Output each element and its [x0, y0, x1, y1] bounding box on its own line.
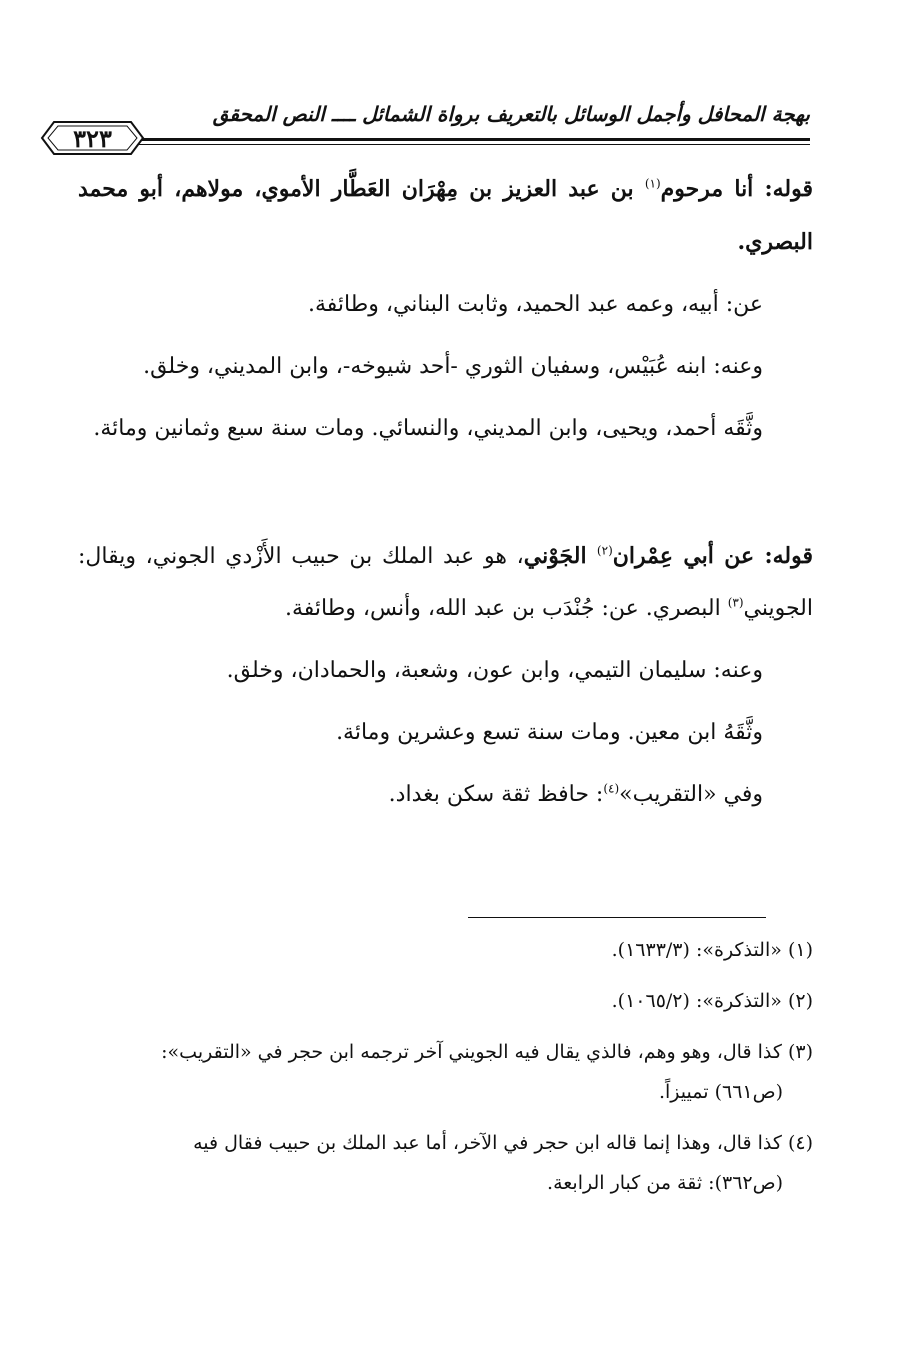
footnote	[80, 1123, 813, 1203]
footnote-text: كذا قال، وهذا إنما قاله ابن حجر في الآخر، أما عبد الملك بن حبيب فقال فيه	[193, 1132, 782, 1154]
footnote-ref-4[interactable]: (٤)	[603, 781, 620, 796]
footnote-separator	[468, 917, 766, 918]
footnote-number: (١)	[787, 939, 813, 961]
entry-2	[78, 530, 813, 821]
footnote-number: (٢)	[787, 990, 813, 1012]
header-rule	[135, 138, 810, 141]
entry-1	[78, 163, 813, 455]
footnote-continuation: (ص٣٦٢): ثقة من كبار الرابعة.	[547, 1172, 783, 1194]
footnote-number: (٣)	[787, 1041, 813, 1063]
entry-1-line: عن: أبيه، وعمه عبد الحميد، وثابت البناني، وطائفة.	[307, 292, 763, 317]
entry-2-lead-2: الجَوْني	[523, 543, 597, 569]
footnote-text: كذا قال، وهو وهم، فالذي يقال فيه الجويني آخر ترجمه ابن حجر في «التقريب»:	[161, 1041, 782, 1063]
footnote-ref-3[interactable]: (٣)	[727, 595, 744, 610]
footnote-number: (٤)	[787, 1132, 813, 1154]
entry-1-heading	[78, 163, 813, 269]
entry-2-last-a: وفي «التقريب»	[619, 782, 763, 807]
entry-2-line: وثَّقَهُ ابن معين. ومات سنة تسع وعشرين ومائة.	[336, 720, 763, 745]
entry-1-lead: قوله: أنا مرحوم	[660, 176, 813, 202]
entry-2-heading	[78, 530, 813, 635]
entry-2-line: وعنه: سليمان التيمي، وابن عون، وشعبة، والحمادان، وخلق.	[226, 658, 763, 683]
footnote-continuation: (ص٦٦١) تمييزاً.	[658, 1081, 783, 1103]
footnote-text: «التذكرة»: (١٦٣٣/٣).	[611, 939, 782, 961]
page-number: ٣٢٣	[73, 124, 112, 153]
footnote-ref-2[interactable]: (٢)	[596, 543, 613, 558]
entry-2-last-b: : حافظ ثقة سكن بغداد.	[388, 782, 604, 807]
entry-1-line: وثَّقَه أحمد، ويحيى، وابن المديني، والنسائي. ومات سنة سبع وثمانين ومائة.	[93, 416, 763, 441]
page-number-ornament	[40, 118, 145, 158]
entry-2-last-line	[78, 769, 813, 821]
footnote	[80, 930, 813, 970]
footnote-text: «التذكرة»: (١٠٦٥/٢).	[611, 990, 782, 1012]
page-header	[40, 100, 810, 160]
entry-2-heading-line2-rest: البصري. عن: جُنْدَب بن عبد الله، وأنس، وطائفة.	[285, 596, 728, 621]
entry-2-heading-line2: ويقال: الجويني	[78, 544, 813, 621]
footnotes	[80, 930, 813, 1214]
footnote-ref-1[interactable]: (١)	[644, 176, 661, 191]
footnote	[80, 1032, 813, 1112]
entry-2-heading-rest: ، هو عبد الملك بن حبيب الأَزْدي الجوني،	[145, 544, 524, 569]
footnote	[80, 981, 813, 1021]
running-title: بهجة المحافل وأجمل الوسائل بالتعريف برواة الشمائل ــــ النص المحقق	[212, 102, 810, 126]
entry-2-lead: قوله: عن أبي عِمْران	[612, 543, 813, 569]
entry-1-line: وعنه: ابنه عُبَيْس، وسفيان الثوري -أحد شيوخه-، وابن المديني، وخلق.	[143, 354, 763, 379]
header-rule-thin	[135, 144, 810, 145]
entry-1-heading-rest: بن عبد العزيز بن مِهْرَان العَطَّار الأموي، مولاهم، أبو محمد البصري.	[78, 176, 813, 255]
